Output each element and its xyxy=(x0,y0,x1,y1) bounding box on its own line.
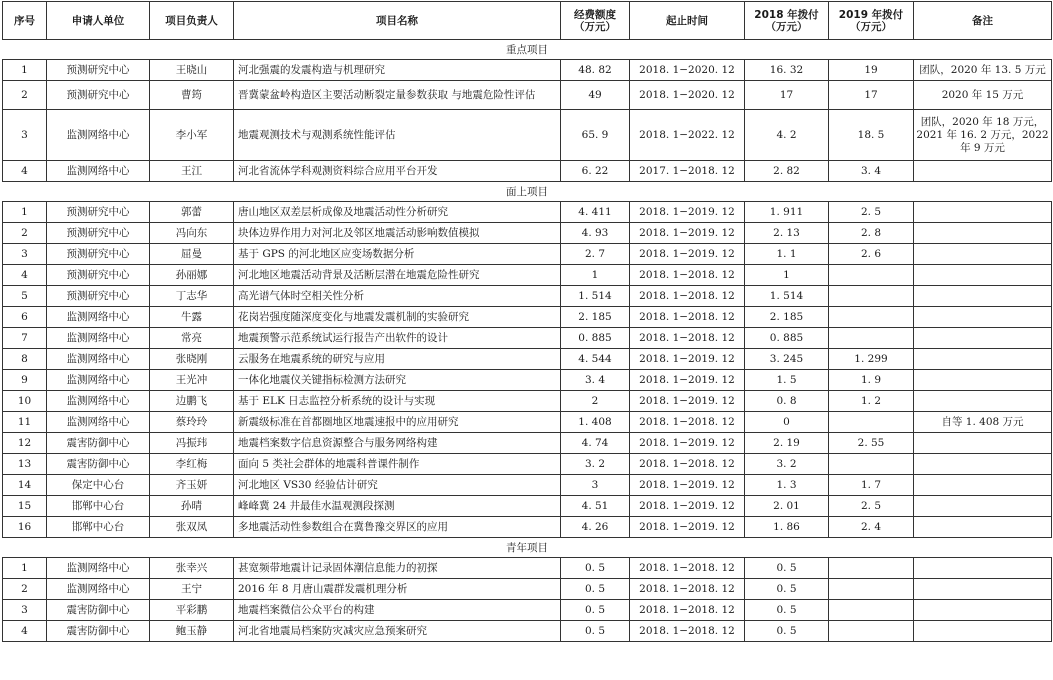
cell-y2019: 2. 8 xyxy=(829,223,914,244)
cell-unit: 监测网络中心 xyxy=(47,349,150,370)
cell-name: 唐山地区双差层析成像及地震活动性分析研究 xyxy=(234,202,561,223)
cell-period: 2017. 1−2018. 12 xyxy=(630,161,745,182)
table-row xyxy=(3,412,1052,433)
cell-seq: 10 xyxy=(3,391,47,412)
cell-lead: 屈曼 xyxy=(150,244,234,265)
cell-y2019 xyxy=(829,579,914,600)
cell-lead: 蔡玲玲 xyxy=(150,412,234,433)
cell-period: 2018. 1−2019. 12 xyxy=(630,244,745,265)
header-row xyxy=(3,2,1052,40)
cell-seq: 5 xyxy=(3,286,47,307)
cell-seq: 14 xyxy=(3,475,47,496)
cell-unit: 监测网络中心 xyxy=(47,370,150,391)
cell-seq: 15 xyxy=(3,496,47,517)
cell-name: 2016 年 8 月唐山震群发震机理分析 xyxy=(234,579,561,600)
cell-lead: 张晓刚 xyxy=(150,349,234,370)
cell-y2018: 1. 5 xyxy=(745,370,829,391)
cell-y2018: 17 xyxy=(745,81,829,110)
column-header-note: 备注 xyxy=(914,2,1052,40)
cell-y2019 xyxy=(829,600,914,621)
section-row xyxy=(3,182,1052,202)
cell-note xyxy=(914,202,1052,223)
cell-note: 团队，2020 年 13. 5 万元 xyxy=(914,60,1052,81)
cell-unit: 邯郸中心台 xyxy=(47,496,150,517)
cell-y2019 xyxy=(829,286,914,307)
table-row xyxy=(3,475,1052,496)
cell-amount: 49 xyxy=(561,81,630,110)
cell-y2019: 2. 55 xyxy=(829,433,914,454)
cell-seq: 2 xyxy=(3,81,47,110)
cell-note: 团队，2020 年 18 万元，2021 年 16. 2 万元，2022 年 9 万元 xyxy=(914,110,1052,161)
cell-name: 地震档案微信公众平台的构建 xyxy=(234,600,561,621)
cell-lead: 王晓山 xyxy=(150,60,234,81)
cell-unit: 预测研究中心 xyxy=(47,223,150,244)
cell-name: 地震预警示范系统试运行报告产出软件的设计 xyxy=(234,328,561,349)
table-row xyxy=(3,370,1052,391)
cell-unit: 监测网络中心 xyxy=(47,110,150,161)
table-row xyxy=(3,110,1052,161)
table-row xyxy=(3,307,1052,328)
cell-note xyxy=(914,223,1052,244)
section-title: 青年项目 xyxy=(3,538,1052,558)
table-row xyxy=(3,60,1052,81)
cell-y2018: 2. 82 xyxy=(745,161,829,182)
cell-amount: 4. 74 xyxy=(561,433,630,454)
cell-period: 2018. 1−2020. 12 xyxy=(630,81,745,110)
cell-lead: 王江 xyxy=(150,161,234,182)
cell-name: 河北省流体学科观测资料综合应用平台开发 xyxy=(234,161,561,182)
cell-note xyxy=(914,391,1052,412)
cell-amount: 4. 544 xyxy=(561,349,630,370)
cell-note xyxy=(914,433,1052,454)
cell-seq: 4 xyxy=(3,161,47,182)
cell-seq: 7 xyxy=(3,328,47,349)
cell-seq: 3 xyxy=(3,110,47,161)
cell-y2018: 1. 1 xyxy=(745,244,829,265)
cell-y2018: 1. 514 xyxy=(745,286,829,307)
cell-y2018: 0 xyxy=(745,412,829,433)
cell-period: 2018. 1−2019. 12 xyxy=(630,475,745,496)
cell-note: 2020 年 15 万元 xyxy=(914,81,1052,110)
cell-period: 2018. 1−2019. 12 xyxy=(630,223,745,244)
cell-lead: 边鹏飞 xyxy=(150,391,234,412)
cell-y2018: 2. 185 xyxy=(745,307,829,328)
cell-name: 河北地区地震活动背景及活断层潜在地震危险性研究 xyxy=(234,265,561,286)
cell-amount: 0. 5 xyxy=(561,558,630,579)
cell-amount: 48. 82 xyxy=(561,60,630,81)
column-header-unit: 申请人单位 xyxy=(47,2,150,40)
cell-y2018: 2. 19 xyxy=(745,433,829,454)
column-header-seq: 序号 xyxy=(3,2,47,40)
cell-name: 地震观测技术与观测系统性能评估 xyxy=(234,110,561,161)
cell-y2019: 19 xyxy=(829,60,914,81)
cell-note xyxy=(914,496,1052,517)
cell-y2018: 0. 5 xyxy=(745,600,829,621)
cell-seq: 11 xyxy=(3,412,47,433)
cell-name: 地震档案数字信息资源整合与服务网络构建 xyxy=(234,433,561,454)
cell-y2019 xyxy=(829,558,914,579)
cell-y2019 xyxy=(829,412,914,433)
table-row xyxy=(3,349,1052,370)
cell-name: 新震级标准在首都圈地区地震速报中的应用研究 xyxy=(234,412,561,433)
cell-note xyxy=(914,265,1052,286)
cell-period: 2018. 1−2018. 12 xyxy=(630,579,745,600)
cell-unit: 监测网络中心 xyxy=(47,579,150,600)
section-row xyxy=(3,40,1052,60)
cell-amount: 0. 5 xyxy=(561,600,630,621)
cell-amount: 4. 411 xyxy=(561,202,630,223)
table-row xyxy=(3,161,1052,182)
cell-period: 2018. 1−2022. 12 xyxy=(630,110,745,161)
cell-period: 2018. 1−2019. 12 xyxy=(630,349,745,370)
cell-name: 基于 GPS 的河北地区应变场数据分析 xyxy=(234,244,561,265)
cell-unit: 预测研究中心 xyxy=(47,265,150,286)
section-row xyxy=(3,538,1052,558)
cell-lead: 丁志华 xyxy=(150,286,234,307)
cell-y2019: 18. 5 xyxy=(829,110,914,161)
cell-amount: 65. 9 xyxy=(561,110,630,161)
cell-y2019 xyxy=(829,307,914,328)
cell-y2019 xyxy=(829,621,914,642)
cell-y2019: 1. 299 xyxy=(829,349,914,370)
cell-lead: 冯向东 xyxy=(150,223,234,244)
column-header-period: 起止时间 xyxy=(630,2,745,40)
cell-period: 2018. 1−2018. 12 xyxy=(630,307,745,328)
cell-seq: 3 xyxy=(3,600,47,621)
table-row xyxy=(3,81,1052,110)
cell-unit: 监测网络中心 xyxy=(47,412,150,433)
cell-amount: 3. 4 xyxy=(561,370,630,391)
cell-y2018: 1. 911 xyxy=(745,202,829,223)
cell-amount: 1 xyxy=(561,265,630,286)
cell-amount: 2. 185 xyxy=(561,307,630,328)
column-header-y2019: 2019 年拨付 （万元） xyxy=(829,2,914,40)
cell-y2019: 2. 6 xyxy=(829,244,914,265)
cell-name: 云服务在地震系统的研究与应用 xyxy=(234,349,561,370)
cell-lead: 牛露 xyxy=(150,307,234,328)
cell-unit: 震害防御中心 xyxy=(47,600,150,621)
cell-unit: 保定中心台 xyxy=(47,475,150,496)
cell-name: 高光谱气体时空相关性分析 xyxy=(234,286,561,307)
cell-seq: 9 xyxy=(3,370,47,391)
cell-note xyxy=(914,328,1052,349)
cell-note xyxy=(914,161,1052,182)
cell-name: 一体化地震仪关键指标检测方法研究 xyxy=(234,370,561,391)
cell-seq: 4 xyxy=(3,621,47,642)
cell-name: 多地震活动性参数组合在冀鲁豫交界区的应用 xyxy=(234,517,561,538)
cell-seq: 16 xyxy=(3,517,47,538)
table-row xyxy=(3,244,1052,265)
cell-period: 2018. 1−2018. 12 xyxy=(630,328,745,349)
table-row xyxy=(3,600,1052,621)
cell-lead: 郭蕾 xyxy=(150,202,234,223)
cell-lead: 孙晴 xyxy=(150,496,234,517)
cell-y2018: 0. 885 xyxy=(745,328,829,349)
cell-seq: 1 xyxy=(3,60,47,81)
cell-seq: 2 xyxy=(3,579,47,600)
cell-seq: 1 xyxy=(3,558,47,579)
cell-y2018: 0. 5 xyxy=(745,579,829,600)
cell-amount: 2. 7 xyxy=(561,244,630,265)
cell-y2018: 1. 86 xyxy=(745,517,829,538)
table-row xyxy=(3,286,1052,307)
cell-seq: 13 xyxy=(3,454,47,475)
cell-name: 河北省地震局档案防灾减灾应急预案研究 xyxy=(234,621,561,642)
cell-note xyxy=(914,307,1052,328)
column-header-name: 项目名称 xyxy=(234,2,561,40)
cell-y2019: 3. 4 xyxy=(829,161,914,182)
cell-amount: 3 xyxy=(561,475,630,496)
cell-amount: 2 xyxy=(561,391,630,412)
cell-amount: 1. 514 xyxy=(561,286,630,307)
cell-period: 2018. 1−2018. 12 xyxy=(630,600,745,621)
cell-unit: 监测网络中心 xyxy=(47,558,150,579)
cell-name: 峰峰冀 24 井最佳水温观测段探测 xyxy=(234,496,561,517)
section-title: 面上项目 xyxy=(3,182,1052,202)
table-row xyxy=(3,496,1052,517)
projects-table xyxy=(2,1,1052,642)
cell-note xyxy=(914,454,1052,475)
cell-amount: 4. 26 xyxy=(561,517,630,538)
cell-name: 花岗岩强度随深度变化与地震发震机制的实验研究 xyxy=(234,307,561,328)
table-row xyxy=(3,391,1052,412)
cell-name: 块体边界作用力对河北及邻区地震活动影响数值模拟 xyxy=(234,223,561,244)
table-row xyxy=(3,579,1052,600)
cell-note xyxy=(914,244,1052,265)
cell-unit: 预测研究中心 xyxy=(47,286,150,307)
cell-name: 河北地区 VS30 经验估计研究 xyxy=(234,475,561,496)
cell-y2018: 1 xyxy=(745,265,829,286)
cell-name: 河北强震的发震构造与机理研究 xyxy=(234,60,561,81)
cell-lead: 张双凤 xyxy=(150,517,234,538)
cell-y2019 xyxy=(829,454,914,475)
cell-y2018: 3. 2 xyxy=(745,454,829,475)
cell-period: 2018. 1−2019. 12 xyxy=(630,496,745,517)
cell-period: 2018. 1−2019. 12 xyxy=(630,433,745,454)
table-row xyxy=(3,265,1052,286)
cell-unit: 监测网络中心 xyxy=(47,328,150,349)
cell-lead: 平彩鹏 xyxy=(150,600,234,621)
cell-unit: 预测研究中心 xyxy=(47,202,150,223)
cell-unit: 监测网络中心 xyxy=(47,307,150,328)
cell-lead: 孙丽娜 xyxy=(150,265,234,286)
cell-lead: 李红梅 xyxy=(150,454,234,475)
cell-lead: 冯振玮 xyxy=(150,433,234,454)
cell-note xyxy=(914,600,1052,621)
cell-seq: 1 xyxy=(3,202,47,223)
cell-seq: 8 xyxy=(3,349,47,370)
cell-y2018: 2. 13 xyxy=(745,223,829,244)
cell-y2018: 3. 245 xyxy=(745,349,829,370)
cell-amount: 1. 408 xyxy=(561,412,630,433)
cell-period: 2018. 1−2018. 12 xyxy=(630,412,745,433)
table-row xyxy=(3,517,1052,538)
cell-name: 面向 5 类社会群体的地震科普课件制作 xyxy=(234,454,561,475)
cell-name: 基于 ELK 日志监控分析系统的设计与实现 xyxy=(234,391,561,412)
cell-unit: 预测研究中心 xyxy=(47,60,150,81)
cell-lead: 李小军 xyxy=(150,110,234,161)
table-row xyxy=(3,223,1052,244)
cell-period: 2018. 1−2019. 12 xyxy=(630,391,745,412)
cell-period: 2018. 1−2018. 12 xyxy=(630,558,745,579)
cell-name: 甚宽频带地震计记录固体潮信息能力的初探 xyxy=(234,558,561,579)
cell-amount: 4. 51 xyxy=(561,496,630,517)
cell-y2019: 17 xyxy=(829,81,914,110)
cell-y2018: 0. 5 xyxy=(745,621,829,642)
cell-y2018: 1. 3 xyxy=(745,475,829,496)
cell-unit: 震害防御中心 xyxy=(47,454,150,475)
cell-note xyxy=(914,286,1052,307)
cell-unit: 监测网络中心 xyxy=(47,391,150,412)
cell-period: 2018. 1−2018. 12 xyxy=(630,454,745,475)
cell-lead: 王光冲 xyxy=(150,370,234,391)
cell-y2019: 1. 9 xyxy=(829,370,914,391)
cell-y2019 xyxy=(829,265,914,286)
cell-note xyxy=(914,517,1052,538)
cell-lead: 曹筠 xyxy=(150,81,234,110)
cell-y2019: 2. 4 xyxy=(829,517,914,538)
cell-amount: 4. 93 xyxy=(561,223,630,244)
cell-period: 2018. 1−2020. 12 xyxy=(630,60,745,81)
cell-note xyxy=(914,370,1052,391)
table-row xyxy=(3,433,1052,454)
cell-note xyxy=(914,621,1052,642)
cell-amount: 3. 2 xyxy=(561,454,630,475)
cell-note: 自等 1. 408 万元 xyxy=(914,412,1052,433)
cell-lead: 常亮 xyxy=(150,328,234,349)
cell-period: 2018. 1−2019. 12 xyxy=(630,202,745,223)
cell-lead: 鲍玉静 xyxy=(150,621,234,642)
cell-note xyxy=(914,475,1052,496)
cell-period: 2018. 1−2019. 12 xyxy=(630,517,745,538)
table-row xyxy=(3,454,1052,475)
cell-y2018: 0. 8 xyxy=(745,391,829,412)
cell-amount: 6. 22 xyxy=(561,161,630,182)
cell-lead: 王宁 xyxy=(150,579,234,600)
cell-amount: 0. 5 xyxy=(561,579,630,600)
cell-y2019 xyxy=(829,328,914,349)
cell-note xyxy=(914,349,1052,370)
table-body xyxy=(3,40,1052,642)
cell-lead: 张幸兴 xyxy=(150,558,234,579)
cell-unit: 震害防御中心 xyxy=(47,621,150,642)
cell-note xyxy=(914,558,1052,579)
cell-y2019: 1. 7 xyxy=(829,475,914,496)
cell-y2018: 4. 2 xyxy=(745,110,829,161)
cell-amount: 0. 885 xyxy=(561,328,630,349)
cell-period: 2018. 1−2018. 12 xyxy=(630,621,745,642)
cell-unit: 预测研究中心 xyxy=(47,244,150,265)
cell-period: 2018. 1−2018. 12 xyxy=(630,265,745,286)
table-row xyxy=(3,621,1052,642)
cell-y2019: 2. 5 xyxy=(829,202,914,223)
cell-seq: 2 xyxy=(3,223,47,244)
cell-y2018: 16. 32 xyxy=(745,60,829,81)
section-title: 重点项目 xyxy=(3,40,1052,60)
cell-name: 晋冀蒙盆岭构造区主要活动断裂定量参数获取 与地震危险性评估 xyxy=(234,81,561,110)
table-row xyxy=(3,328,1052,349)
cell-amount: 0. 5 xyxy=(561,621,630,642)
cell-period: 2018. 1−2019. 12 xyxy=(630,370,745,391)
cell-lead: 齐玉妍 xyxy=(150,475,234,496)
cell-note xyxy=(914,579,1052,600)
cell-seq: 4 xyxy=(3,265,47,286)
column-header-y2018: 2018 年拨付 （万元） xyxy=(745,2,829,40)
cell-seq: 12 xyxy=(3,433,47,454)
cell-y2019: 2. 5 xyxy=(829,496,914,517)
cell-y2019: 1. 2 xyxy=(829,391,914,412)
column-header-amount: 经费额度 （万元） xyxy=(561,2,630,40)
cell-y2018: 0. 5 xyxy=(745,558,829,579)
cell-y2018: 2. 01 xyxy=(745,496,829,517)
column-header-lead: 项目负责人 xyxy=(150,2,234,40)
cell-unit: 震害防御中心 xyxy=(47,433,150,454)
cell-unit: 预测研究中心 xyxy=(47,81,150,110)
table-row xyxy=(3,202,1052,223)
cell-unit: 监测网络中心 xyxy=(47,161,150,182)
table-row xyxy=(3,558,1052,579)
cell-seq: 6 xyxy=(3,307,47,328)
cell-period: 2018. 1−2018. 12 xyxy=(630,286,745,307)
cell-unit: 邯郸中心台 xyxy=(47,517,150,538)
cell-seq: 3 xyxy=(3,244,47,265)
